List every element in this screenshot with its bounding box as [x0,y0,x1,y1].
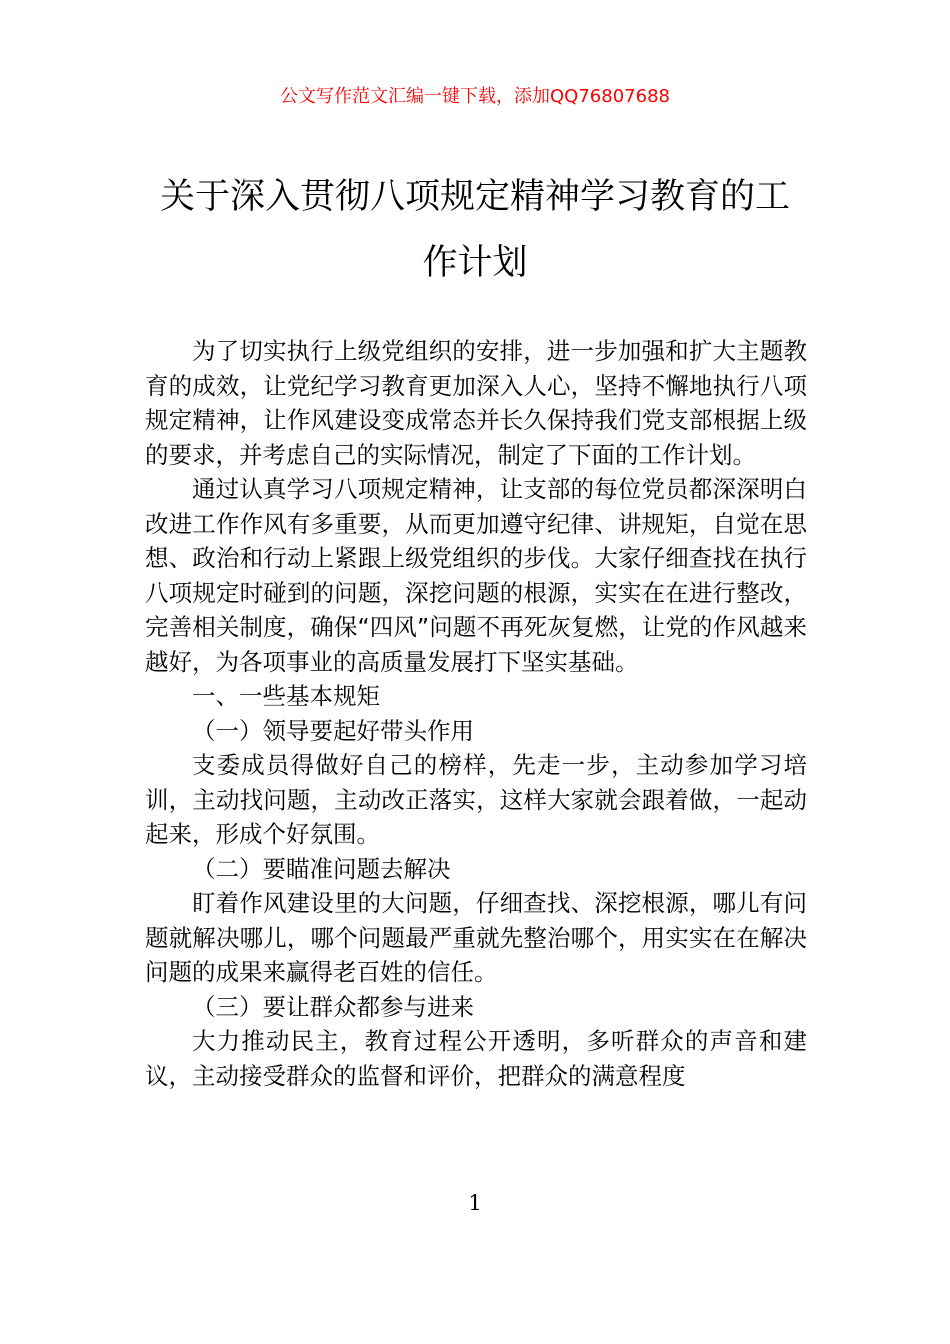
paragraph-subsection-3: 大力推动民主，教育过程公开透明，多听群众的声音和建议，主动接受群众的监督和评价，把群众的满意程度 [145,1027,807,1090]
subsection-heading-3: （三）要让群众都参与进来 [192,992,474,1021]
subsection-heading-2: （二）要瞄准问题去解决 [192,854,451,883]
document-body [145,334,807,1093]
page-number: 1 [468,1191,482,1215]
document-title-line-2: 作计划 [422,243,528,283]
subsection-heading-1: （一）领导要起好带头作用 [192,716,474,745]
document-title [145,164,805,296]
paragraph-subsection-2: 盯着作风建设里的大问题，仔细查找、深挖根源，哪儿有问题就解决哪儿，哪个问题最严重就先整治哪个，用实实在在解决问题的成果来赢得老百姓的信任。 [145,889,807,986]
document-title-line-1: 关于深入贯彻八项规定精神学习教育的工 [159,177,790,217]
paragraph-subsection-1: 支委成员得做好自己的榜样，先走一步，主动参加学习培训，主动找问题，主动改正落实，这样大家就会跟着做，一起动起来，形成个好氛围。 [145,751,807,848]
paragraph-intro: 为了切实执行上级党组织的安排，进一步加强和扩大主题教育的成效，让党纪学习教育更加深入人心，坚持不懈地执行八项规定精神，让作风建设变成常态并长久保持我们党支部根据上级的要求，并考虑自己的实际情况，制定了下面的工作计划。 [145,337,807,469]
section-heading-1: 一、一些基本规矩 [192,682,380,710]
download-banner: 公文写作范文汇编一键下载，添加QQ76807688 [280,86,670,107]
paragraph-goals: 通过认真学习八项规定精神，让支部的每位党员都深深明白改进工作作风有多重要，从而更加遵守纪律、讲规矩，自觉在思想、政治和行动上紧跟上级党组织的步伐。大家仔细查找在执行八项规定时碰到的问题，深挖问题的根源，实实在在进行整改，完善相关制度，确保“四风”问题不再死灰复燃，让党的作风越来越好，为各项事业的高质量发展打下坚实基础。 [145,475,807,676]
